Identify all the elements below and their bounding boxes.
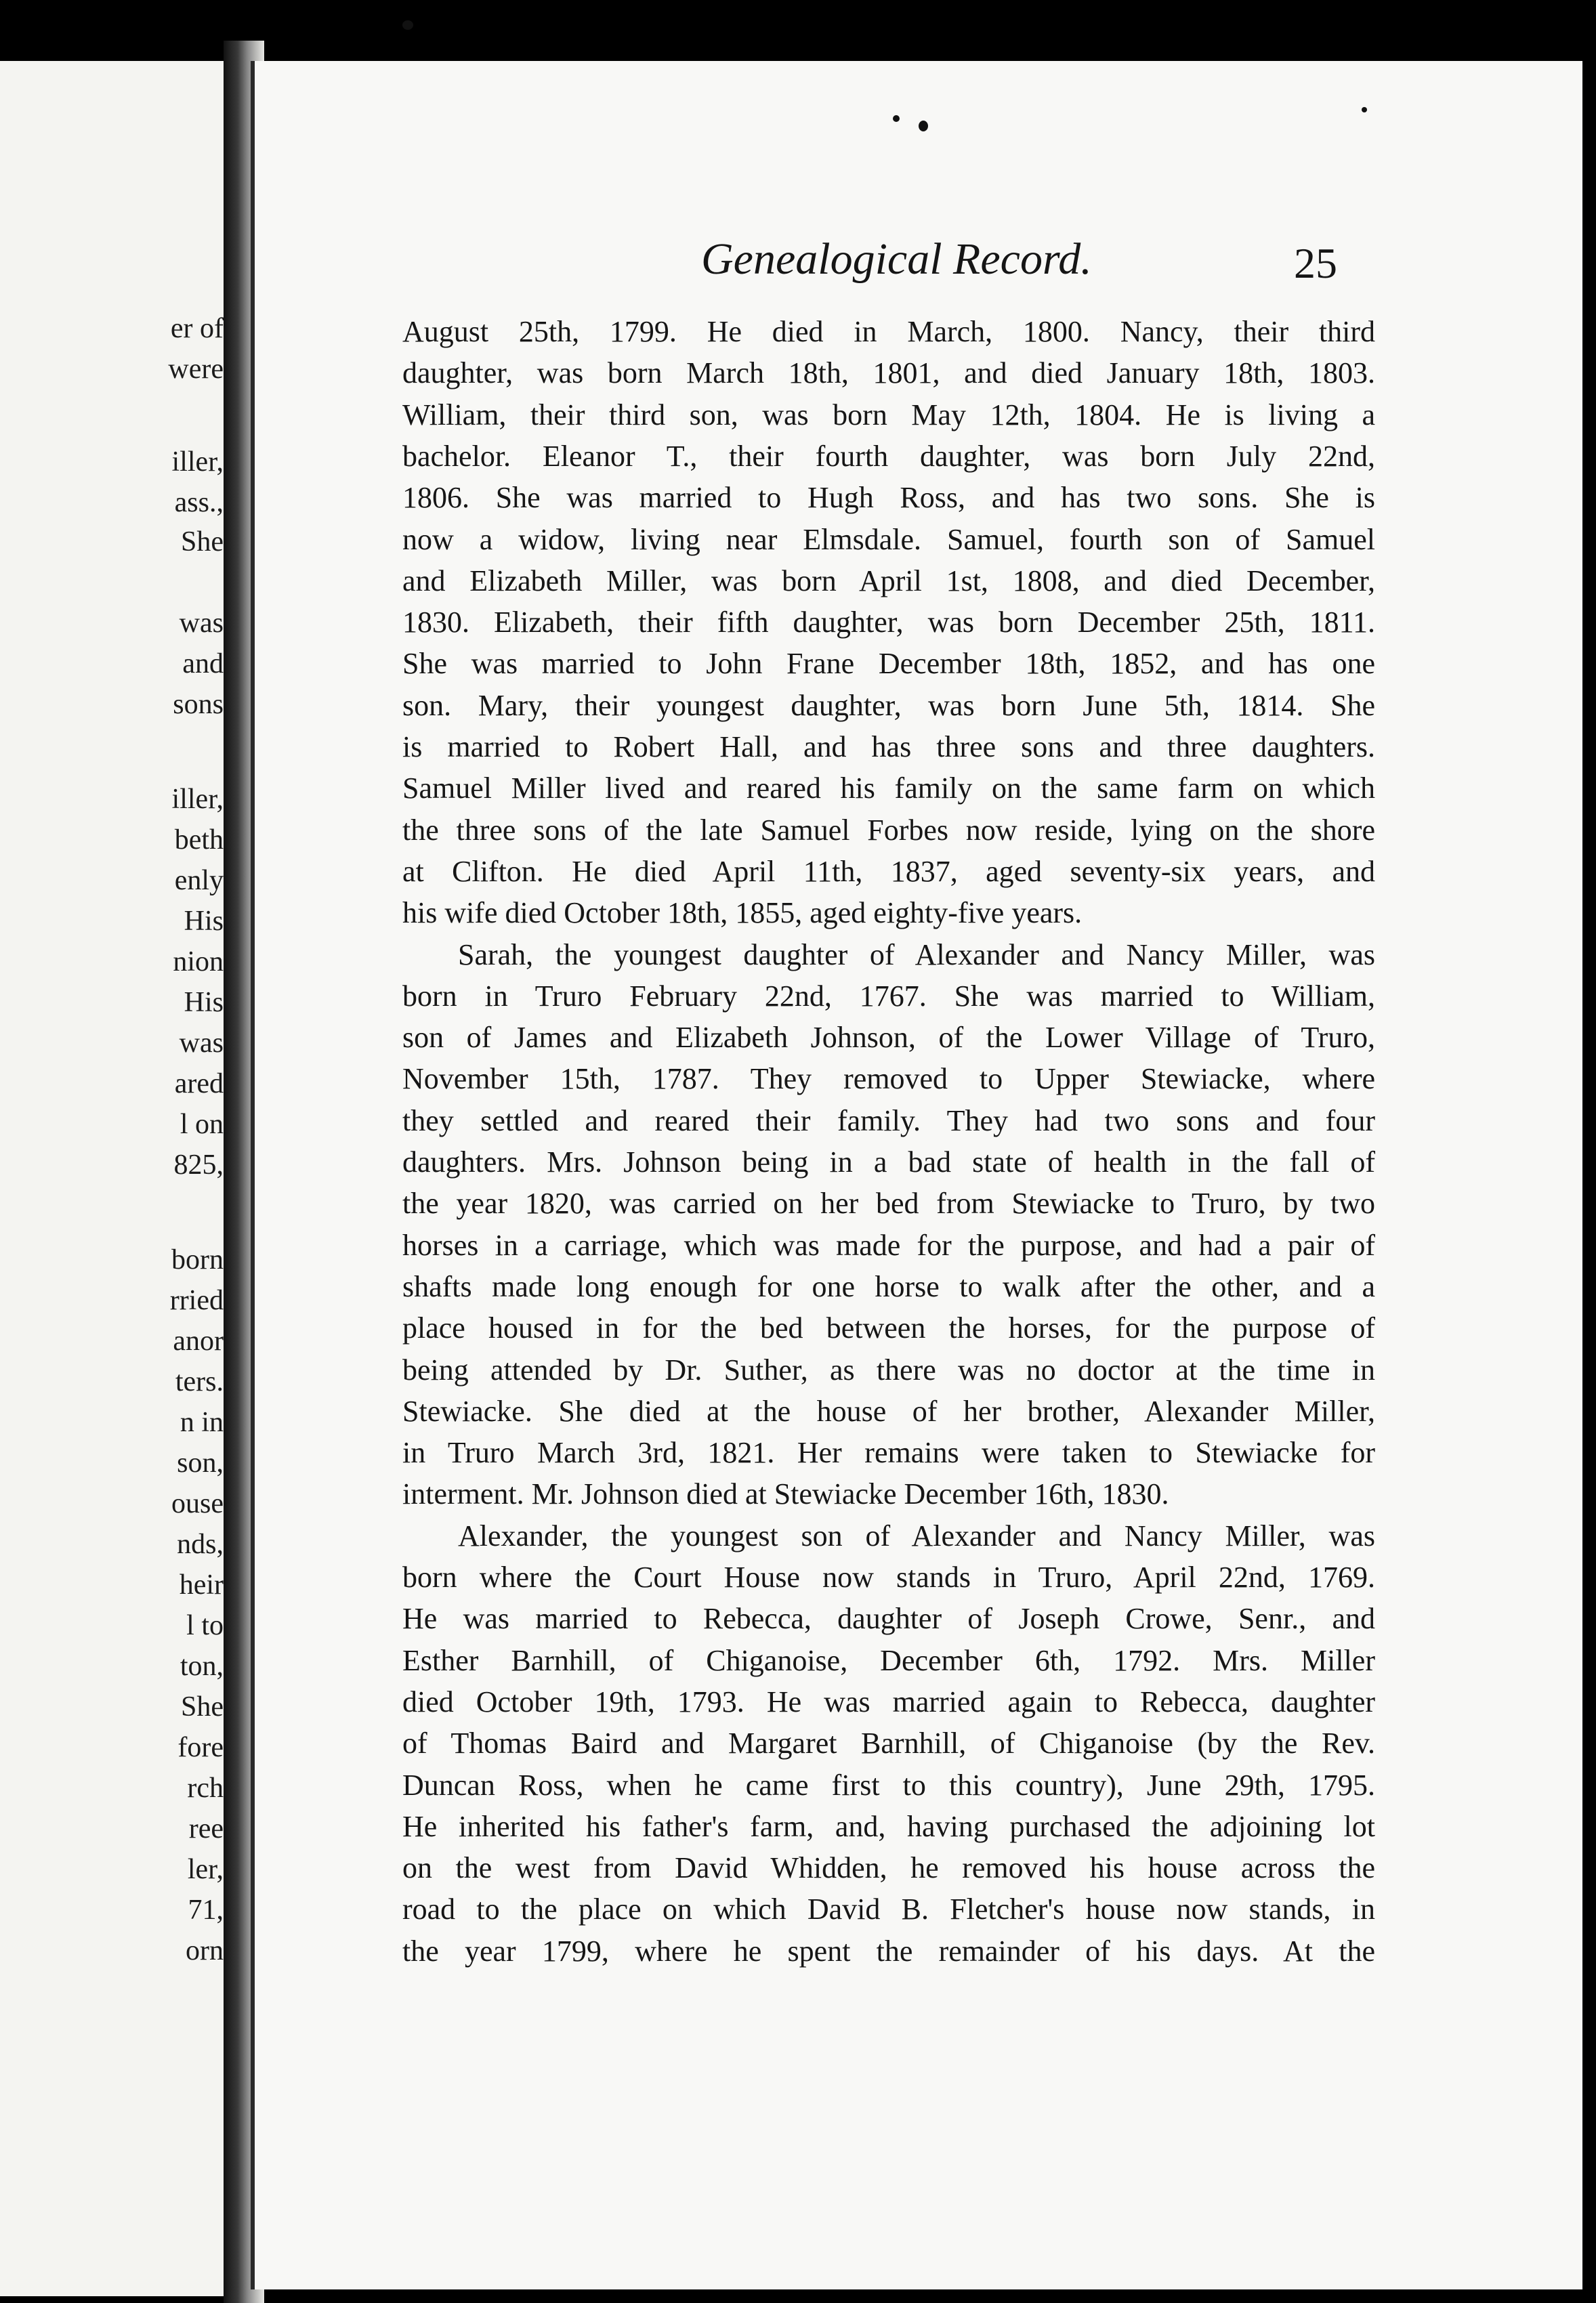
previous-page-fragment: l on: [180, 1109, 224, 1140]
previous-page-fragment: and: [182, 648, 224, 679]
text-line: is married to Robert Hall, and has three sons and three daughters.: [402, 730, 1375, 763]
previous-page-fragment: orn: [186, 1935, 224, 1966]
text-line: and Elizabeth Miller, was born April 1st, 1808, and died December,: [402, 564, 1375, 597]
text-line: Stewiacke. She died at the house of her brother, Alexander Miller,: [402, 1395, 1375, 1428]
ink-speck: [1362, 107, 1367, 112]
text-line: Sarah, the youngest daughter of Alexander and Nancy Miller, was: [458, 938, 1375, 971]
text-line: place housed in for the bed between the horses, for the purpose of: [402, 1311, 1375, 1345]
previous-page-fragment: anor: [173, 1326, 224, 1357]
previous-page-fragment: iller,: [171, 784, 224, 815]
previous-page-fragment: l to: [186, 1610, 224, 1641]
text-line: in Truro March 3rd, 1821. Her remains were taken to Stewiacke for: [402, 1436, 1375, 1469]
text-line: the three sons of the late Samuel Forbes now reside, lying on the shore: [402, 814, 1375, 847]
text-line: born where the Court House now stands in Truro, April 22nd, 1769.: [402, 1561, 1375, 1594]
previous-page-fragment: 71,: [188, 1895, 224, 1926]
text-line: road to the place on which David B. Fletcher's house now stands, in: [402, 1893, 1375, 1926]
text-line: 1806. She was married to Hugh Ross, and has two sons. She is: [402, 481, 1375, 514]
previous-page-fragment: born: [171, 1244, 224, 1275]
previous-page-fragment: ass.,: [174, 487, 224, 518]
previous-page-strip: [0, 61, 224, 2296]
text-line: Alexander, the youngest son of Alexander and Nancy Miller, was: [458, 1519, 1375, 1552]
previous-page-fragment: ared: [174, 1068, 224, 1099]
text-line: shafts made long enough for one horse to walk after the other, and a: [402, 1270, 1375, 1303]
previous-page-fragment: She: [181, 526, 224, 557]
previous-page-fragment: was: [179, 1028, 224, 1059]
ink-speck: [893, 115, 900, 122]
text-line: William, their third son, was born May 12th, 1804. He is living a: [402, 398, 1375, 431]
previous-page-text: [0, 61, 224, 2296]
previous-page-fragment: ton,: [180, 1651, 224, 1682]
previous-page-fragment: rch: [187, 1773, 224, 1804]
text-line: son. Mary, their youngest daughter, was born June 5th, 1814. She: [402, 689, 1375, 722]
text-line: the year 1820, was carried on her bed from Stewiacke to Truro, by two: [402, 1187, 1375, 1220]
text-line: Samuel Miller lived and reared his family on the same farm on which: [402, 772, 1375, 805]
text-line: his wife died October 18th, 1855, aged eighty-five years.: [402, 896, 1083, 929]
previous-page-fragment: were: [168, 354, 224, 385]
previous-page-fragment: ouse: [171, 1488, 224, 1519]
page-number: 25: [1294, 239, 1337, 287]
text-line: born in Truro February 22nd, 1767. She was married to William,: [402, 979, 1375, 1013]
ink-speck: [919, 121, 928, 131]
text-line: daughters. Mrs. Johnson being in a bad state of health in the fall of: [402, 1145, 1375, 1179]
previous-page-fragment: 825,: [173, 1149, 224, 1181]
text-line: of Thomas Baird and Margaret Barnhill, of Chiganoise (by the Rev.: [402, 1727, 1375, 1760]
previous-page-fragment: nion: [173, 946, 224, 977]
text-line: son of James and Elizabeth Johnson, of the Lower Village of Truro,: [402, 1021, 1375, 1054]
previous-page-fragment: er of: [170, 313, 224, 344]
previous-page-fragment: rried: [169, 1285, 224, 1316]
text-line: She was married to John Frane December 18th, 1852, and has one: [402, 647, 1375, 680]
previous-page-fragment: fore: [177, 1732, 224, 1763]
text-line: He was married to Rebecca, daughter of Joseph Crowe, Senr., and: [402, 1602, 1375, 1635]
previous-page-fragment: His: [184, 906, 224, 937]
ink-speck: [402, 20, 413, 30]
text-line: bachelor. Eleanor T., their fourth daughter, was born July 22nd,: [402, 440, 1375, 473]
text-line: now a widow, living near Elmsdale. Samuel, fourth son of Samuel: [402, 523, 1375, 556]
text-line: daughter, was born March 18th, 1801, and died January 18th, 1803.: [402, 356, 1375, 389]
text-line: they settled and reared their family. They had two sons and four: [402, 1104, 1375, 1137]
text-line: Duncan Ross, when he came first to this country), June 29th, 1795.: [402, 1769, 1375, 1802]
text-line: at Clifton. He died April 11th, 1837, aged seventy-six years, and: [402, 855, 1375, 888]
previous-page-fragment: nds,: [177, 1529, 224, 1560]
text-line: Esther Barnhill, of Chiganoise, December 6th, 1792. Mrs. Miller: [402, 1644, 1375, 1677]
previous-page-fragment: beth: [174, 824, 224, 855]
text-line: the year 1799, where he spent the remainder of his days. At the: [402, 1935, 1375, 1968]
previous-page-fragment: was: [179, 608, 224, 639]
previous-page-fragment: She: [181, 1691, 224, 1723]
text-line: died October 19th, 1793. He was married again to Rebecca, daughter: [402, 1685, 1375, 1718]
previous-page-fragment: iller,: [171, 446, 224, 478]
text-line: He inherited his father's farm, and, having purchased the adjoining lot: [402, 1810, 1375, 1843]
previous-page-fragment: His: [184, 987, 224, 1018]
text-line: 1830. Elizabeth, their fifth daughter, was born December 25th, 1811.: [402, 606, 1375, 639]
previous-page-fragment: n in: [180, 1407, 224, 1438]
previous-page-fragment: ree: [188, 1813, 224, 1844]
previous-page-fragment: heir: [179, 1569, 224, 1601]
text-line: November 15th, 1787. They removed to Upper Stewiacke, where: [402, 1062, 1375, 1095]
text-line: on the west from David Whidden, he removed his house across the: [402, 1851, 1375, 1884]
text-line: August 25th, 1799. He died in March, 1800. Nancy, their third: [402, 315, 1375, 348]
running-head: Genealogical Record.: [701, 234, 1092, 284]
text-line: being attended by Dr. Suther, as there was no doctor at the time in: [402, 1353, 1375, 1387]
previous-page-fragment: enly: [174, 865, 224, 896]
text-line: horses in a carriage, which was made for the purpose, and had a pair of: [402, 1229, 1375, 1262]
text-line: interment. Mr. Johnson died at Stewiacke December 16th, 1830.: [402, 1477, 1169, 1510]
previous-page-fragment: ters.: [175, 1366, 224, 1397]
previous-page-fragment: sons: [173, 689, 224, 720]
previous-page-fragment: son,: [177, 1448, 224, 1479]
previous-page-fragment: ler,: [187, 1854, 224, 1885]
